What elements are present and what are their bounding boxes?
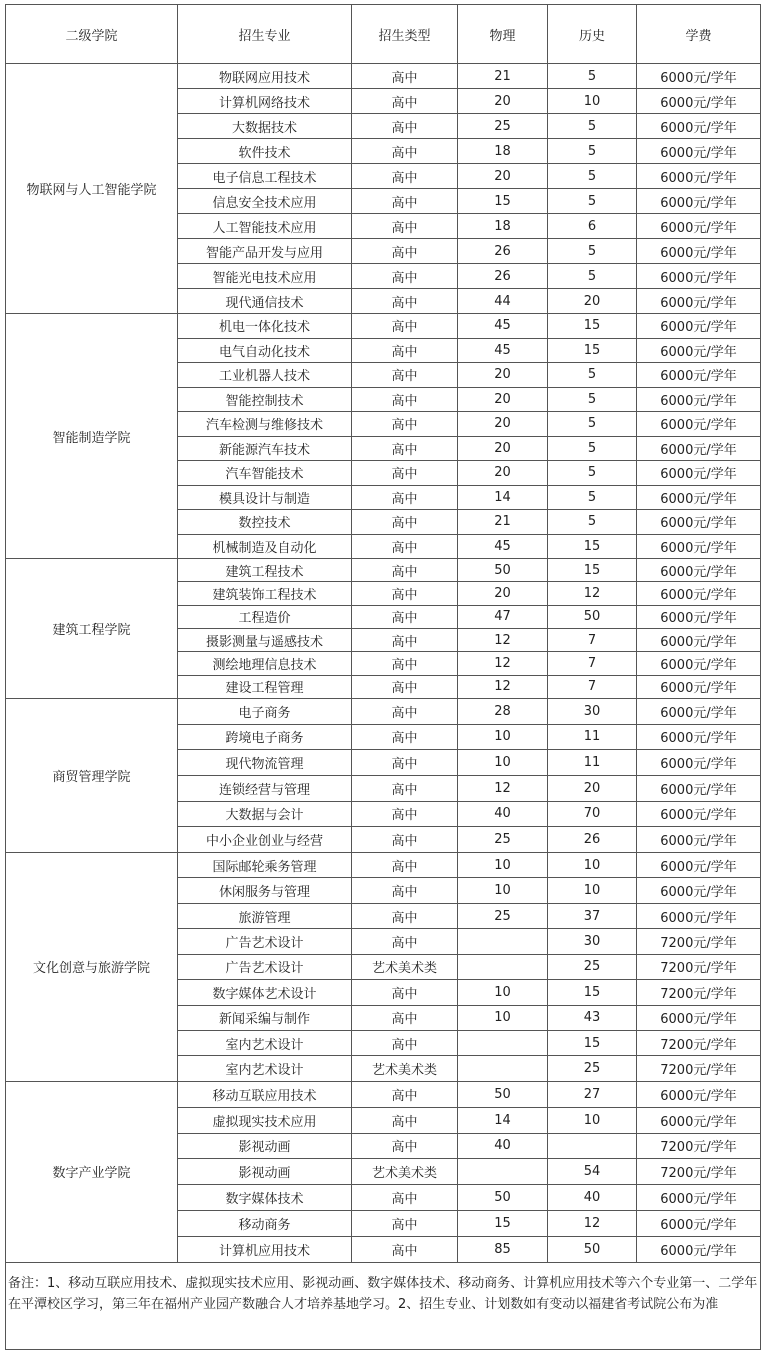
cell-enroll-type: 高中: [352, 1107, 458, 1133]
cell-history: 25: [548, 954, 637, 979]
cell-tuition: 6000元/学年: [637, 1211, 761, 1237]
cell-enroll-type: 高中: [352, 628, 458, 651]
cell-major: 大数据技术: [178, 114, 352, 139]
table-row: [6, 852, 761, 877]
cell-tuition: 6000元/学年: [637, 559, 761, 582]
cell-enroll-type: 高中: [352, 852, 458, 877]
cell-enroll-type: 高中: [352, 750, 458, 776]
cell-history: 5: [548, 387, 637, 412]
cell-history: 5: [548, 363, 637, 388]
cell-major: 智能产品开发与应用: [178, 239, 352, 264]
cell-tuition: 6000元/学年: [637, 214, 761, 239]
cell-major: 机械制造及自动化: [178, 534, 352, 559]
cell-history: 10: [548, 1107, 637, 1133]
cell-tuition: 6000元/学年: [637, 289, 761, 314]
note-text: 备注：1、移动互联应用技术、虚拟现实技术应用、影视动画、数字媒体技术、移动商务、计算机应用技术等六个专业第一、二学年在平潭校区学习，第三年在福州产业园产数融合人才培养基地学习。2、招生专业、计划数如有变动以福建省考试院公布为准: [6, 1262, 761, 1349]
cell-major: 广告艺术设计: [178, 929, 352, 954]
cell-enroll-type: 高中: [352, 878, 458, 903]
cell-physics: 12: [458, 675, 548, 698]
cell-physics: 45: [458, 534, 548, 559]
cell-enroll-type: 高中: [352, 1133, 458, 1159]
cell-tuition: 6000元/学年: [637, 1185, 761, 1211]
cell-tuition: 6000元/学年: [637, 114, 761, 139]
cell-history: 5: [548, 239, 637, 264]
cell-enroll-type: 高中: [352, 801, 458, 827]
header-enroll-type: 招生类型: [352, 5, 458, 64]
cell-physics: 20: [458, 89, 548, 114]
cell-history: 12: [548, 1211, 637, 1237]
cell-tuition: 6000元/学年: [637, 605, 761, 628]
cell-tuition: 6000元/学年: [637, 363, 761, 388]
cell-enroll-type: 高中: [352, 1030, 458, 1055]
cell-history: 54: [548, 1159, 637, 1185]
cell-major: 虚拟现实技术应用: [178, 1107, 352, 1133]
cell-physics: 25: [458, 903, 548, 928]
cell-major: 智能光电技术应用: [178, 264, 352, 289]
cell-physics: 14: [458, 485, 548, 510]
cell-tuition: 6000元/学年: [637, 852, 761, 877]
cell-history: 5: [548, 461, 637, 486]
cell-major: 旅游管理: [178, 903, 352, 928]
cell-major: 建筑工程技术: [178, 559, 352, 582]
cell-major: 数控技术: [178, 510, 352, 535]
cell-enroll-type: 高中: [352, 1211, 458, 1237]
cell-tuition: 6000元/学年: [637, 436, 761, 461]
cell-history: 10: [548, 852, 637, 877]
cell-enroll-type: 高中: [352, 724, 458, 750]
cell-tuition: 6000元/学年: [637, 1236, 761, 1262]
cell-major: 智能控制技术: [178, 387, 352, 412]
cell-major: 工程造价: [178, 605, 352, 628]
cell-major: 跨境电子商务: [178, 724, 352, 750]
cell-major: 电气自动化技术: [178, 338, 352, 363]
cell-history: 50: [548, 1236, 637, 1262]
cell-history: 50: [548, 605, 637, 628]
cell-tuition: 6000元/学年: [637, 1107, 761, 1133]
cell-enroll-type: 高中: [352, 698, 458, 724]
cell-enroll-type: 艺术美术类: [352, 1056, 458, 1081]
cell-enroll-type: 高中: [352, 903, 458, 928]
cell-physics: 20: [458, 436, 548, 461]
cell-history: 43: [548, 1005, 637, 1030]
cell-major: 新闻采编与制作: [178, 1005, 352, 1030]
cell-major: 建设工程管理: [178, 675, 352, 698]
cell-major: 机电一体化技术: [178, 314, 352, 339]
cell-physics: [458, 1030, 548, 1055]
cell-physics: 15: [458, 1211, 548, 1237]
cell-history: 70: [548, 801, 637, 827]
cell-enroll-type: 高中: [352, 363, 458, 388]
cell-tuition: 7200元/学年: [637, 1159, 761, 1185]
cell-history: 7: [548, 628, 637, 651]
cell-enroll-type: 高中: [352, 89, 458, 114]
cell-tuition: 6000元/学年: [637, 1081, 761, 1107]
cell-enroll-type: 高中: [352, 1081, 458, 1107]
cell-major: 摄影测量与遥感技术: [178, 628, 352, 651]
cell-enroll-type: 高中: [352, 1005, 458, 1030]
cell-enroll-type: 高中: [352, 239, 458, 264]
cell-enroll-type: 高中: [352, 338, 458, 363]
cell-physics: 10: [458, 724, 548, 750]
cell-major: 信息安全技术应用: [178, 189, 352, 214]
cell-history: 15: [548, 980, 637, 1005]
cell-history: 11: [548, 724, 637, 750]
table-row: [6, 64, 761, 89]
cell-history: 37: [548, 903, 637, 928]
cell-history: 30: [548, 929, 637, 954]
cell-enroll-type: 高中: [352, 675, 458, 698]
cell-physics: [458, 1159, 548, 1185]
cell-major: 国际邮轮乘务管理: [178, 852, 352, 877]
cell-enroll-type: 高中: [352, 264, 458, 289]
header-physics: 物理: [458, 5, 548, 64]
cell-tuition: 7200元/学年: [637, 929, 761, 954]
cell-history: 25: [548, 1056, 637, 1081]
header-major: 招生专业: [178, 5, 352, 64]
cell-major: 新能源汽车技术: [178, 436, 352, 461]
cell-history: 5: [548, 64, 637, 89]
table-row: [6, 314, 761, 339]
cell-physics: 50: [458, 1185, 548, 1211]
cell-major: 软件技术: [178, 139, 352, 164]
cell-history: 11: [548, 750, 637, 776]
cell-history: 5: [548, 485, 637, 510]
header-history: 历史: [548, 5, 637, 64]
note-row: [6, 1262, 761, 1349]
cell-college: 数字产业学院: [6, 1081, 178, 1262]
cell-major: 物联网应用技术: [178, 64, 352, 89]
header-college: 二级学院: [6, 5, 178, 64]
cell-history: 15: [548, 314, 637, 339]
cell-tuition: 6000元/学年: [637, 412, 761, 437]
cell-history: 40: [548, 1185, 637, 1211]
cell-college: 物联网与人工智能学院: [6, 64, 178, 314]
header-row: [6, 5, 761, 64]
cell-enroll-type: 高中: [352, 139, 458, 164]
cell-tuition: 6000元/学年: [637, 189, 761, 214]
cell-physics: 26: [458, 264, 548, 289]
cell-history: 15: [548, 559, 637, 582]
cell-history: 15: [548, 338, 637, 363]
cell-physics: 40: [458, 1133, 548, 1159]
cell-enroll-type: 高中: [352, 289, 458, 314]
cell-tuition: 6000元/学年: [637, 582, 761, 605]
cell-enroll-type: 高中: [352, 189, 458, 214]
cell-history: 5: [548, 164, 637, 189]
cell-major: 中小企业创业与经营: [178, 827, 352, 853]
cell-major: 数字媒体技术: [178, 1185, 352, 1211]
cell-tuition: 6000元/学年: [637, 510, 761, 535]
cell-history: 6: [548, 214, 637, 239]
cell-enroll-type: 高中: [352, 461, 458, 486]
cell-physics: 15: [458, 189, 548, 214]
cell-major: 现代通信技术: [178, 289, 352, 314]
cell-physics: 10: [458, 1005, 548, 1030]
cell-enroll-type: 高中: [352, 775, 458, 801]
cell-tuition: 6000元/学年: [637, 485, 761, 510]
cell-major: 测绘地理信息技术: [178, 652, 352, 675]
table-row: [6, 698, 761, 724]
table-row: [6, 1081, 761, 1107]
cell-tuition: 6000元/学年: [637, 534, 761, 559]
cell-physics: 50: [458, 1081, 548, 1107]
cell-major: 广告艺术设计: [178, 954, 352, 979]
cell-tuition: 6000元/学年: [637, 139, 761, 164]
cell-history: 10: [548, 878, 637, 903]
cell-history: 30: [548, 698, 637, 724]
cell-history: [548, 1133, 637, 1159]
cell-major: 室内艺术设计: [178, 1056, 352, 1081]
cell-physics: [458, 929, 548, 954]
cell-physics: 50: [458, 559, 548, 582]
cell-tuition: 6000元/学年: [637, 338, 761, 363]
cell-physics: 47: [458, 605, 548, 628]
cell-physics: 40: [458, 801, 548, 827]
cell-physics: 10: [458, 852, 548, 877]
cell-major: 移动互联应用技术: [178, 1081, 352, 1107]
cell-physics: 12: [458, 652, 548, 675]
cell-physics: [458, 954, 548, 979]
cell-enroll-type: 高中: [352, 387, 458, 412]
cell-major: 影视动画: [178, 1159, 352, 1185]
cell-history: 10: [548, 89, 637, 114]
cell-enroll-type: 高中: [352, 582, 458, 605]
cell-physics: 21: [458, 510, 548, 535]
cell-history: 5: [548, 510, 637, 535]
cell-major: 汽车智能技术: [178, 461, 352, 486]
cell-enroll-type: 高中: [352, 1236, 458, 1262]
cell-enroll-type: 高中: [352, 827, 458, 853]
cell-physics: 20: [458, 412, 548, 437]
cell-enroll-type: 高中: [352, 314, 458, 339]
cell-major: 计算机应用技术: [178, 1236, 352, 1262]
cell-major: 大数据与会计: [178, 801, 352, 827]
cell-physics: 28: [458, 698, 548, 724]
cell-history: 5: [548, 139, 637, 164]
cell-enroll-type: 艺术美术类: [352, 954, 458, 979]
cell-history: 7: [548, 675, 637, 698]
cell-major: 数字媒体艺术设计: [178, 980, 352, 1005]
cell-major: 影视动画: [178, 1133, 352, 1159]
cell-major: 人工智能技术应用: [178, 214, 352, 239]
cell-physics: 10: [458, 750, 548, 776]
cell-enroll-type: 高中: [352, 980, 458, 1005]
cell-physics: 20: [458, 363, 548, 388]
cell-physics: 20: [458, 582, 548, 605]
cell-history: 5: [548, 412, 637, 437]
cell-college: 文化创意与旅游学院: [6, 852, 178, 1081]
cell-history: 15: [548, 534, 637, 559]
cell-history: 5: [548, 114, 637, 139]
table-body: [6, 64, 761, 1263]
cell-physics: 20: [458, 461, 548, 486]
cell-physics: [458, 1056, 548, 1081]
cell-tuition: 6000元/学年: [637, 264, 761, 289]
cell-major: 连锁经营与管理: [178, 775, 352, 801]
table-header: [6, 5, 761, 64]
cell-tuition: 6000元/学年: [637, 801, 761, 827]
cell-history: 27: [548, 1081, 637, 1107]
cell-tuition: 6000元/学年: [637, 387, 761, 412]
cell-physics: 12: [458, 775, 548, 801]
cell-history: 5: [548, 436, 637, 461]
cell-tuition: 6000元/学年: [637, 314, 761, 339]
table-row: [6, 559, 761, 582]
cell-physics: 12: [458, 628, 548, 651]
cell-history: 5: [548, 264, 637, 289]
cell-college: 商贸管理学院: [6, 698, 178, 852]
cell-tuition: 6000元/学年: [637, 827, 761, 853]
cell-tuition: 6000元/学年: [637, 903, 761, 928]
cell-major: 电子商务: [178, 698, 352, 724]
cell-history: 7: [548, 652, 637, 675]
table-footer: [6, 1262, 761, 1349]
cell-physics: 18: [458, 214, 548, 239]
cell-tuition: 6000元/学年: [637, 89, 761, 114]
cell-enroll-type: 高中: [352, 164, 458, 189]
cell-tuition: 6000元/学年: [637, 675, 761, 698]
cell-physics: 44: [458, 289, 548, 314]
cell-college: 智能制造学院: [6, 314, 178, 559]
cell-enroll-type: 高中: [352, 214, 458, 239]
cell-tuition: 7200元/学年: [637, 1133, 761, 1159]
cell-tuition: 6000元/学年: [637, 698, 761, 724]
cell-physics: 45: [458, 338, 548, 363]
cell-major: 休闲服务与管理: [178, 878, 352, 903]
cell-physics: 45: [458, 314, 548, 339]
cell-tuition: 6000元/学年: [637, 628, 761, 651]
cell-history: 20: [548, 289, 637, 314]
cell-enroll-type: 艺术美术类: [352, 1159, 458, 1185]
cell-major: 建筑装饰工程技术: [178, 582, 352, 605]
cell-tuition: 7200元/学年: [637, 1056, 761, 1081]
cell-major: 模具设计与制造: [178, 485, 352, 510]
cell-physics: 10: [458, 980, 548, 1005]
cell-major: 工业机器人技术: [178, 363, 352, 388]
cell-enroll-type: 高中: [352, 559, 458, 582]
cell-tuition: 6000元/学年: [637, 878, 761, 903]
cell-tuition: 6000元/学年: [637, 164, 761, 189]
cell-major: 室内艺术设计: [178, 1030, 352, 1055]
cell-physics: 25: [458, 114, 548, 139]
cell-history: 15: [548, 1030, 637, 1055]
cell-enroll-type: 高中: [352, 534, 458, 559]
cell-tuition: 6000元/学年: [637, 461, 761, 486]
cell-major: 现代物流管理: [178, 750, 352, 776]
cell-history: 26: [548, 827, 637, 853]
cell-major: 汽车检测与维修技术: [178, 412, 352, 437]
cell-enroll-type: 高中: [352, 114, 458, 139]
cell-physics: 85: [458, 1236, 548, 1262]
cell-tuition: 6000元/学年: [637, 1005, 761, 1030]
cell-tuition: 6000元/学年: [637, 239, 761, 264]
cell-enroll-type: 高中: [352, 510, 458, 535]
cell-history: 20: [548, 775, 637, 801]
cell-major: 移动商务: [178, 1211, 352, 1237]
cell-tuition: 7200元/学年: [637, 1030, 761, 1055]
admission-plan-table: [5, 4, 761, 1350]
cell-tuition: 7200元/学年: [637, 954, 761, 979]
cell-tuition: 6000元/学年: [637, 775, 761, 801]
cell-history: 12: [548, 582, 637, 605]
header-tuition: 学费: [637, 5, 761, 64]
cell-enroll-type: 高中: [352, 1185, 458, 1211]
cell-physics: 14: [458, 1107, 548, 1133]
cell-physics: 21: [458, 64, 548, 89]
cell-tuition: 7200元/学年: [637, 980, 761, 1005]
cell-physics: 26: [458, 239, 548, 264]
cell-college: 建筑工程学院: [6, 559, 178, 699]
cell-enroll-type: 高中: [352, 652, 458, 675]
cell-history: 5: [548, 189, 637, 214]
cell-physics: 20: [458, 164, 548, 189]
cell-physics: 18: [458, 139, 548, 164]
cell-physics: 25: [458, 827, 548, 853]
cell-major: 计算机网络技术: [178, 89, 352, 114]
cell-tuition: 6000元/学年: [637, 64, 761, 89]
cell-enroll-type: 高中: [352, 929, 458, 954]
cell-physics: 20: [458, 387, 548, 412]
cell-tuition: 6000元/学年: [637, 750, 761, 776]
cell-physics: 10: [458, 878, 548, 903]
cell-major: 电子信息工程技术: [178, 164, 352, 189]
cell-enroll-type: 高中: [352, 485, 458, 510]
cell-enroll-type: 高中: [352, 412, 458, 437]
cell-tuition: 6000元/学年: [637, 724, 761, 750]
cell-enroll-type: 高中: [352, 64, 458, 89]
cell-tuition: 6000元/学年: [637, 652, 761, 675]
cell-enroll-type: 高中: [352, 605, 458, 628]
cell-enroll-type: 高中: [352, 436, 458, 461]
